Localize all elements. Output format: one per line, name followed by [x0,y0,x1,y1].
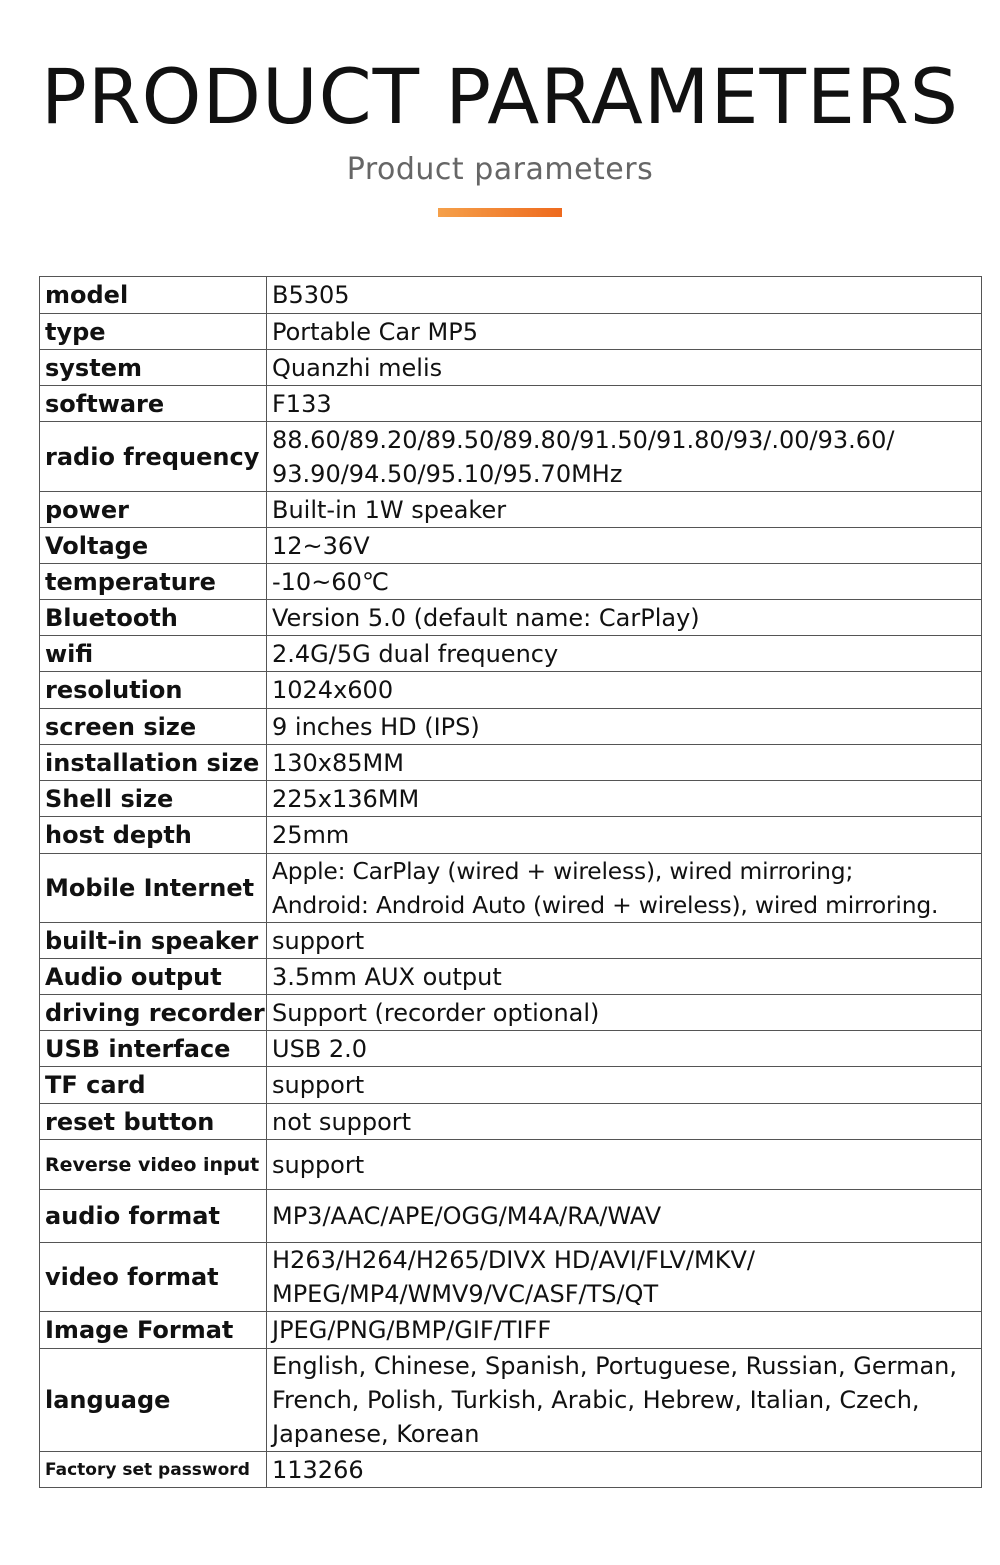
spec-value: 225x136MM [267,781,982,817]
spec-row-built-in-speaker [40,923,982,959]
spec-row-audio-output [40,959,982,995]
spec-table [39,276,982,1488]
spec-value: Support (recorder optional) [267,995,982,1031]
spec-label: wifi [40,636,267,672]
spec-label: Voltage [40,528,267,564]
spec-value: Version 5.0 (default name: CarPlay) [267,600,982,636]
spec-label: Mobile Internet [40,854,267,923]
spec-value: Apple: CarPlay (wired + wireless), wired mirroring; Android: Android Auto (wired + wireless), wired mirroring. [267,854,982,923]
spec-value: 88.60/89.20/89.50/89.80/91.50/91.80/93/.00/93.60/ 93.90/94.50/95.10/95.70MHz [267,422,982,492]
spec-label: USB interface [40,1031,267,1067]
spec-label: video format [40,1243,267,1312]
spec-label: screen size [40,709,267,745]
spec-label: system [40,350,267,386]
spec-row-host-depth [40,817,982,854]
spec-value: 3.5mm AUX output [267,959,982,995]
spec-label: TF card [40,1067,267,1104]
spec-row-tf-card [40,1067,982,1104]
spec-value: 12~36V [267,528,982,564]
spec-row-type [40,314,982,350]
spec-label: Bluetooth [40,600,267,636]
spec-row-model [40,277,982,314]
spec-label: resolution [40,672,267,709]
spec-row-software [40,386,982,422]
spec-label: power [40,492,267,528]
spec-value: Quanzhi melis [267,350,982,386]
spec-label: Reverse video input [40,1140,267,1190]
spec-label: driving recorder [40,995,267,1031]
page-title: PRODUCT PARAMETERS [40,52,959,141]
spec-value: -10~60℃ [267,564,982,600]
spec-label: software [40,386,267,422]
spec-value: 2.4G/5G dual frequency [267,636,982,672]
spec-row-resolution [40,672,982,709]
spec-value: English, Chinese, Spanish, Portuguese, Russian, German, French, Polish, Turkish, Arabic, Hebrew, Italian, Czech, Japanese, Korean [267,1349,982,1452]
spec-value: 1024x600 [267,672,982,709]
spec-row-reverse-video-input [40,1140,982,1190]
spec-value: 9 inches HD (IPS) [267,709,982,745]
spec-row-video-format [40,1243,982,1312]
spec-value: F133 [267,386,982,422]
spec-label: built-in speaker [40,923,267,959]
spec-value: 130x85MM [267,745,982,781]
spec-row-mobile-internet [40,854,982,923]
spec-label: installation size [40,745,267,781]
spec-label: reset button [40,1104,267,1140]
spec-value: MP3/AAC/APE/OGG/M4A/RA/WAV [267,1190,982,1243]
spec-value: support [267,1140,982,1190]
spec-row-audio-format [40,1190,982,1243]
spec-label: temperature [40,564,267,600]
spec-row-installation-size [40,745,982,781]
page-subtitle: Product parameters [346,152,654,187]
spec-row-bluetooth [40,600,982,636]
spec-label: Image Format [40,1312,267,1349]
spec-row-reset-button [40,1104,982,1140]
spec-label: host depth [40,817,267,854]
spec-value: Built-in 1W speaker [267,492,982,528]
spec-value: support [267,1067,982,1104]
spec-row-wifi [40,636,982,672]
spec-row-driving-recorder [40,995,982,1031]
spec-row-power [40,492,982,528]
spec-row-image-format [40,1312,982,1349]
spec-row-screen-size [40,709,982,745]
spec-row-factory-set-password [40,1452,982,1488]
spec-value: 113266 [267,1452,982,1488]
spec-value: 25mm [267,817,982,854]
spec-value: Portable Car MP5 [267,314,982,350]
spec-label: Shell size [40,781,267,817]
spec-row-shell-size [40,781,982,817]
spec-value: JPEG/PNG/BMP/GIF/TIFF [267,1312,982,1349]
spec-label: Factory set password [40,1452,267,1488]
spec-value: H263/H264/H265/DIVX HD/AVI/FLV/MKV/ MPEG/MP4/WMV9/VC/ASF/TS/QT [267,1243,982,1312]
spec-value: B5305 [267,277,982,314]
spec-label: language [40,1349,267,1452]
spec-label: Audio output [40,959,267,995]
spec-label: type [40,314,267,350]
spec-value: support [267,923,982,959]
spec-row-usb-interface [40,1031,982,1067]
spec-label: radio frequency [40,422,267,492]
spec-row-radio-frequency [40,422,982,492]
spec-row-language [40,1349,982,1452]
spec-value: USB 2.0 [267,1031,982,1067]
spec-row-voltage [40,528,982,564]
spec-value: not support [267,1104,982,1140]
accent-divider [438,208,562,217]
spec-label: model [40,277,267,314]
spec-row-temperature [40,564,982,600]
spec-label: audio format [40,1190,267,1243]
spec-row-system [40,350,982,386]
